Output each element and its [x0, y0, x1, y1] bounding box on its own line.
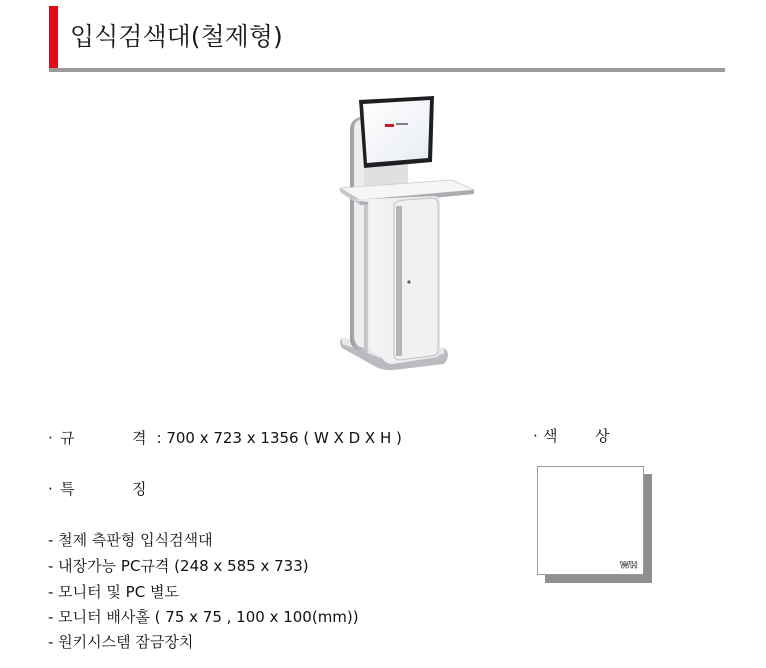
page-title: 입식검색대(철제형) — [70, 22, 283, 51]
feature-item: - 모니터 및 PC 별도 — [48, 583, 179, 601]
bullet: · — [533, 427, 538, 445]
spec-size-line — [48, 428, 402, 448]
features-heading — [48, 479, 147, 499]
spec-size-value: : 700 x 723 x 1356 ( W X D X H ) — [156, 429, 402, 447]
spec-label-part2: 격 — [132, 429, 147, 447]
bullet: · — [48, 480, 53, 498]
color-label-line — [533, 426, 610, 446]
swatch-code: WH — [619, 561, 638, 571]
color-label-part1: 색 — [543, 427, 558, 445]
spec-label-part1: 규 — [60, 429, 75, 447]
feature-item: - 철제 측판형 입식검색대 — [48, 531, 213, 549]
bullet: · — [48, 429, 53, 447]
kiosk-stand-illustration — [312, 92, 482, 382]
color-swatch-white — [537, 466, 644, 575]
features-label-part1: 특 — [60, 480, 75, 498]
feature-item: - 모니터 배사홀 ( 75 x 75 , 100 x 100(mm)) — [48, 608, 359, 626]
title-accent-bar — [49, 6, 58, 68]
title-divider — [49, 68, 725, 72]
feature-item: - 원키시스템 잠금장치 — [48, 633, 194, 651]
features-label-part2: 징 — [132, 480, 147, 498]
feature-item: - 내장가능 PC규격 (248 x 585 x 733) — [48, 557, 309, 575]
color-label-part2: 상 — [595, 427, 610, 445]
